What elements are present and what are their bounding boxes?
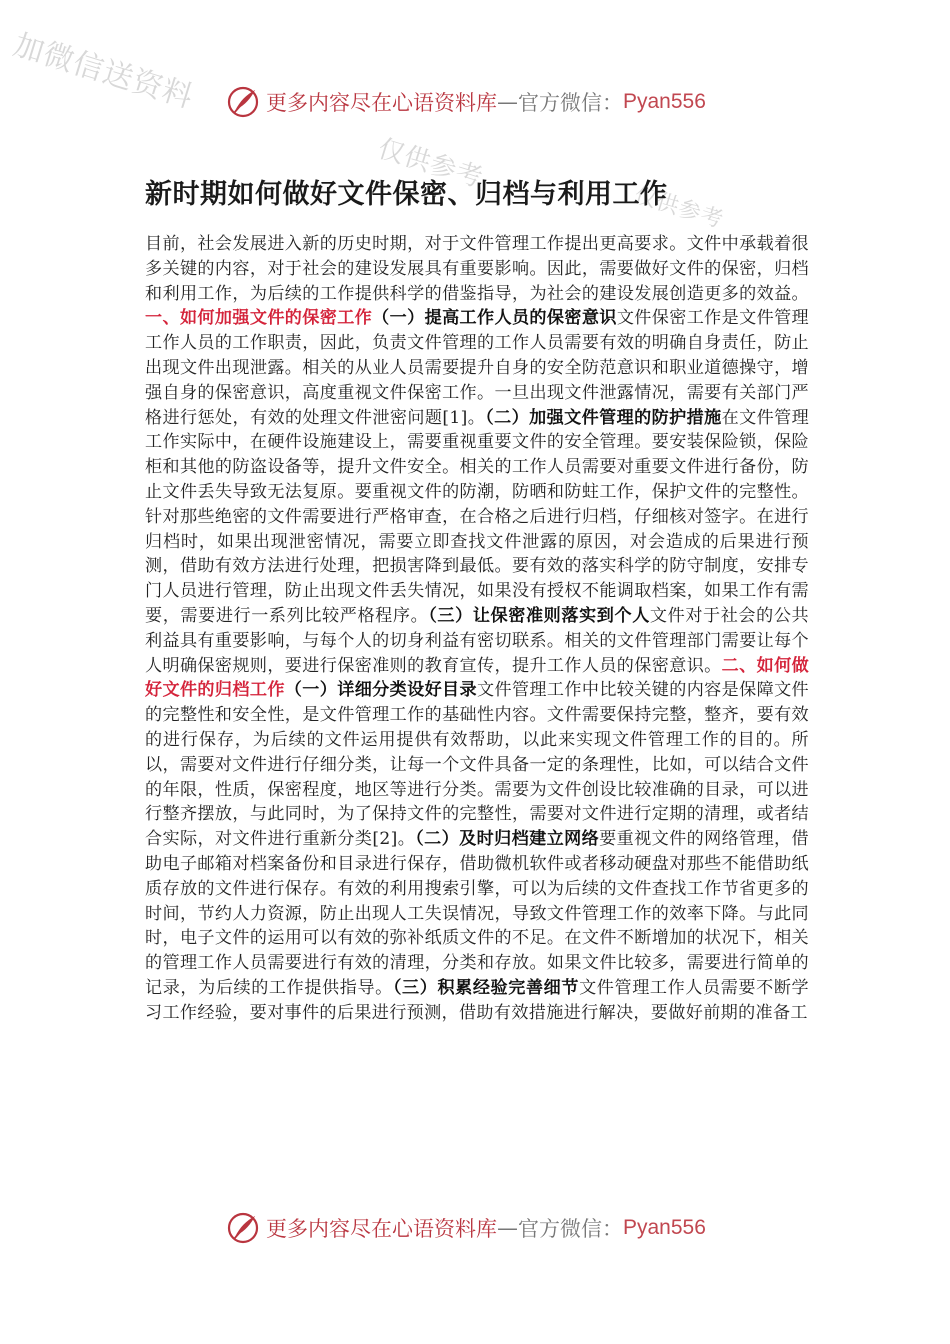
section-heading: 二、如何做好文件的归档工作 [145, 655, 810, 701]
watermark-text: 加微信送资料 [9, 27, 198, 116]
banner-dash: — [497, 1216, 518, 1240]
body-text: 文件对于社会的公共利益具有重要影响，与每个人的切身利益有密切联系。相关的文件管理部门需要让每个人明确保密规则，要进行保密准则的教育宣传，提升工作人员的保密意识。 [145, 605, 809, 676]
header-banner [226, 84, 706, 120]
subsection-heading: （三）积累经验完善细节 [392, 977, 580, 998]
body-text: 文件管理工作人员需要不断学习工作经验，要对事件的后果进行预测，借助有效措施进行解决，要做好前期的准备工 [145, 977, 809, 1023]
document-title: 新时期如何做好文件保密、归档与利用工作 [145, 179, 668, 210]
banner-red-text: 更多内容尽在心语资料库 [266, 1217, 497, 1241]
body-text: 文件保密工作是文件管理工作人员的工作职责，因此，负责文件管理的工作人员需要有效的明确自身责任，防止出现文件出现泄露。相关的从业人员需要提升自身的安全防范意识和职业道德操守，增强自身的保密意识，高度重视文件保密工作。一旦出现文件泄露情况，需要有关部门严格进行惩处，有效的处理文件泄密问题[1]。 [145, 308, 809, 428]
document-body [145, 232, 809, 1026]
banner-wechat-id: Pyan556 [623, 1216, 706, 1239]
banner-official-label: 官方微信： [518, 91, 623, 115]
footer-banner [226, 1210, 706, 1246]
banner-official-label: 官方微信： [518, 1217, 623, 1241]
body-text: 在文件管理工作实际中，在硬件设施建设上，需要重视重要文件的安全管理。要安装保险锁，保险柜和其他的防盗设备等，提升文件安全。相关的工作人员需要对重要文件进行备份，防止文件丢失导致无法复原。要重视文件的防潮，防晒和防蛀工作，保护文件的完整性。针对那些绝密的文件需要进行严格审查，在合格之后进行归档，仔细核对签字。在进行归档时，如果出现泄密情况，需要立即查找文件泄露的原因，对会造成的后果进行预测，借助有效方法进行处理，把损害降到最低。要有效的落实科学的防守制度，安排专门人员进行管理，防止出现文件丢失情况，如果没有授权不能调取档案，如果工作有需要，需要进行一系列比较严格程序。 [145, 407, 810, 626]
subsection-heading: （三）让保密准则落实到个人 [428, 605, 650, 626]
watermark-text: 仅供参考 [631, 182, 727, 234]
subsection-heading: （一）详细分类设好目录 [284, 680, 478, 701]
watermark-text: 仅供参考 [374, 133, 487, 195]
section-heading: 一、如何加强文件的保密工作 [145, 308, 373, 329]
subsection-heading: （二）加强文件管理的防护措施 [485, 407, 722, 428]
body-text: 要重视文件的网络管理，借助电子邮箱对档案备份和目录进行保存，借助微机软件或者移动硬盘对那些不能借助纸质存放的文件进行保存。有效的利用搜索引擎，可以为后续的文件查找工作节省更多的时间，节约人力资源，防止出现人工失误情况，导致文件管理工作的效率下降。与此同时，电子文件的运用可以有效的弥补纸质文件的不足。在文件不断增加的状况下，相关的管理工作人员需要进行有效的清理，分类和存放。如果文件比较多，需要进行简单的记录，为后续的工作提供指导。 [145, 829, 809, 998]
quill-logo-icon [226, 85, 260, 119]
subsection-heading: （二）及时归档建立网络 [415, 829, 600, 850]
subsection-heading: （一）提高工作人员的保密意识 [372, 308, 617, 329]
body-text: 目前，社会发展进入新的历史时期，对于文件管理工作提出更高要求。文件中承载着很多关键的内容，对于社会的建设发展具有重要影响。因此，需要做好文件的保密，归档和利用工作，为后续的工作提供科学的借鉴指导，为社会的建设发展创造更多的效益。 [145, 234, 809, 304]
banner-dash: — [497, 90, 518, 114]
banner-wechat-id: Pyan556 [623, 90, 706, 113]
quill-logo-icon [226, 1211, 260, 1245]
body-text: 文件管理工作中比较关键的内容是保障文件的完整性和安全性，是文件管理工作的基础性内容。文件需要保持完整，整齐，要有效的进行保存，为后续的文件运用提供有效帮助，以此来实现文件管理工作的目的。所以，需要对文件进行仔细分类，让每一个文件具备一定的条理性，比如，可以结合文件的年限，性质，保密程度，地区等进行分类。需要为文件创设比较准确的目录，可以进行整齐摆放，与此同时，为了保持文件的完整性，需要对文件进行定期的清理，或者结合实际，对文件进行重新分类[2]。 [145, 680, 809, 850]
banner-red-text: 更多内容尽在心语资料库 [266, 91, 497, 115]
